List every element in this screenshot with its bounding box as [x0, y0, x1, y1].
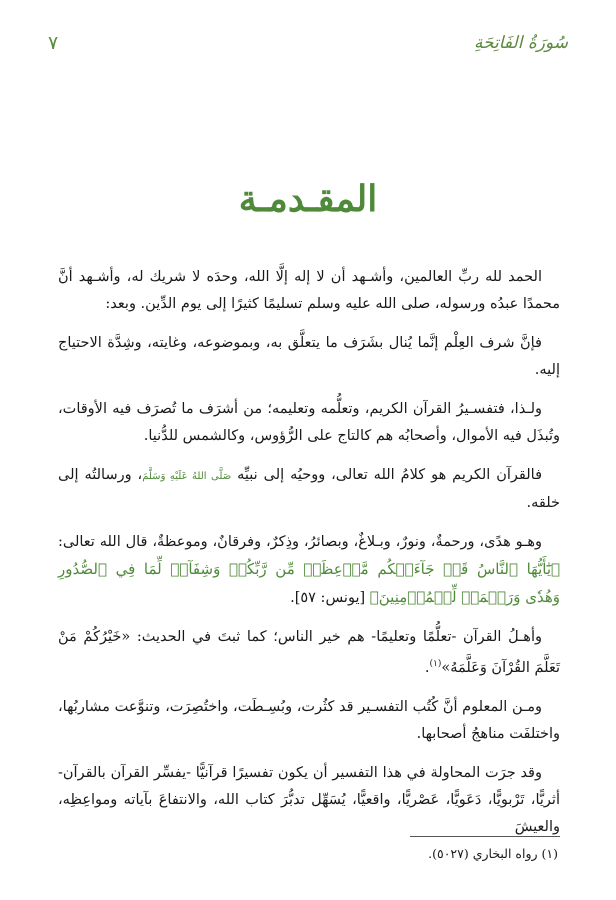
- body-text: [58, 264, 560, 853]
- footnote: (١) رواه البخاري (٥٠٢٧).: [428, 846, 558, 861]
- paragraph-4-text: فالقرآن الكريم هو كلامُ الله تعالى، ووحيُه إلى نبيِّه: [237, 467, 543, 483]
- paragraph-5-intro: وهـو هدًى، ورحمةٌ، ونورٌ، وبـلاغٌ، وبصائرُ، وذِكرٌ، وفرقانٌ، وموعظةٌ، قال الله تعالى:: [58, 534, 542, 550]
- salla-honorific: صَلَّى اللهُ عَلَيْهِ وَسَلَّمَ: [142, 471, 232, 482]
- paragraph-3: ولـذا، فتفسـيرُ القرآن الكريم، وتعلُّمه وتعليمه؛ من أشرَف ما تُصرَف فيه الأوقات، وتُبذَل فيه الأموال، وأصحابُه هم كالتاج على الرُّؤوس، وكالشمس للدُّنيا.: [58, 401, 560, 444]
- paragraph-6-end: .: [424, 659, 430, 676]
- paragraph-1: الحمد لله ربِّ العالمين، وأشـهد أن لا إله إلَّا الله، وحدَه لا شريك له، وأشـهد أنَّ محمدًا عبدُه ورسوله، صلى الله عليه وسلم تسليمًا كثيرًا إلى يوم الدِّين. وبعد:: [58, 269, 560, 312]
- paragraph-7: ومـن المعلوم أنَّ كُتُب التفسـير قد كثُرت، وبُسِـطَت، واختُصِرَت، وتنوَّعت مشاربُها، واختلفَت مناهجُ أصحابها.: [58, 698, 560, 742]
- footnote-divider: [410, 836, 560, 837]
- paragraph-2: فإنَّ شرف العِلْم إنَّما يُنال بشَرَف ما يتعلَّق به، وبموضوعه، وغايته، وشِدَّة الاحتياج إليه.: [58, 335, 560, 378]
- paragraph-4: [58, 462, 560, 517]
- quran-verse: ﴿يَٰٓأَيُّهَا ٱلنَّاسُ قَدۡ جَآءَتۡكُم مَّوۡعِظَةٞ مِّن رَّبِّكُمۡ وَشِفَآءٞ لِّمَا فِي ٱلصُّدُورِ وَهُدٗى وَرَحۡمَةٞ لِّلۡمُؤۡمِنِينَ﴾: [58, 560, 560, 606]
- paragraph-6-text: وأهـلُ القرآن -تعلُّمًا وتعليمًا- هم خير الناس؛ كما ثبتَ في الحديث: «خَيْرُكُمْ مَنْ تَعَلَّمَ القُرْآنَ وَعَلَّمَهُ»: [58, 629, 560, 676]
- paragraph-6: [58, 624, 560, 682]
- footnote-marker[interactable]: (١): [429, 659, 442, 669]
- paragraph-4-end: ، ورسالتُه إلى خلقه.: [58, 467, 560, 511]
- page-number: ٧: [48, 32, 59, 54]
- verse-reference: [يونس: ٥٧].: [290, 590, 366, 606]
- paragraph-8: وقد جرَت المحاولة في هذا التفسير أن يكون تفسيرًا قرآنيًّا -يفسِّر القرآن بالقرآن- أثريًّا، تَرْبويًّا، دَعَويًّا، عَصْريًّا، واقعيًّا، يُسَهِّل تدبُّرَ كتاب الله، والانتفاعَ بآياته ومواعِظِه، والعيشَ: [58, 764, 560, 835]
- paragraph-5: [58, 529, 560, 612]
- chapter-title: المقـدمـة: [238, 178, 378, 220]
- running-header-surah-title: سُورَةُ الفَاتِحَةِ: [473, 33, 568, 53]
- page-header: [48, 28, 568, 58]
